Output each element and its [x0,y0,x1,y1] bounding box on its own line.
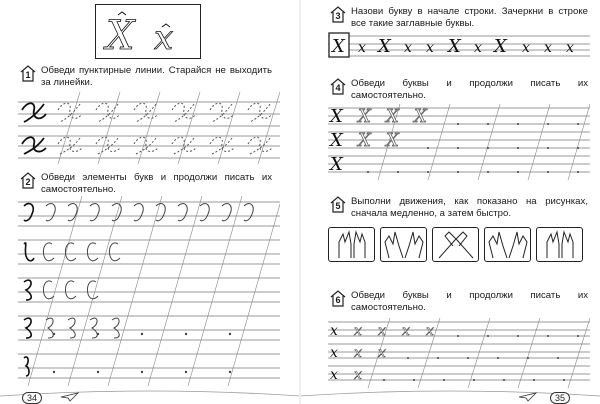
letter-row-item[interactable]: х [404,40,412,56]
traced-letter: х [354,323,362,339]
letter-row-item[interactable]: Х [448,36,461,57]
task-1-writing-area [18,92,280,164]
task-instruction: Выполни движения, как показано на рисунках, сначала медленно, а затем быстро. [351,196,588,219]
title-lower-letter: х [154,18,174,58]
traced-letter: Х [414,106,427,127]
house-icon [330,196,346,213]
fingers-crossed-icon [328,227,375,262]
page-number-text: 34 [22,392,42,404]
right-page [300,0,600,404]
traced-letter: Х [358,130,371,151]
letter-row-item[interactable]: х [522,40,530,56]
sample-upper-letter: Х [330,106,343,127]
task-2 [20,172,272,195]
task-3-letter-row [328,32,590,60]
paper-plane-icon [60,392,80,402]
palms-open-icon [536,227,583,262]
crossed-hands-icon [432,227,479,262]
task-instruction: Обведи элементы букв и продолжи писать их самостоятельно. [41,172,272,195]
traced-letter: Х [358,106,371,127]
letter-row-item[interactable]: х [544,40,552,56]
page-number-text: 35 [550,392,570,404]
task-5 [330,196,588,219]
page-number-left [22,392,42,404]
sample-lower-letter: х [330,345,338,361]
traced-letter: Х [386,130,399,151]
task-number: 2 [25,177,31,187]
first-letter: Х [332,36,345,57]
task-number: 1 [25,70,31,80]
house-icon [20,65,36,82]
paper-plane-icon [518,392,538,402]
task-number: 3 [335,11,341,21]
task-number: 4 [335,83,341,93]
traced-letter: х [378,345,386,361]
task-3 [330,6,588,29]
page-footer-arc [0,384,300,404]
task-number: 5 [335,201,341,211]
letter-row-item[interactable]: Х [494,36,507,57]
sample-upper-letter: Х [330,154,343,175]
letter-row-item[interactable]: х [358,40,366,56]
letter-row-item[interactable]: Х [378,36,391,57]
traced-letter: х [378,323,386,339]
task-4 [330,78,588,101]
task-instruction: Обведи пунктирные линии. Старайся не выходить за линейки. [41,65,272,88]
letter-row-item[interactable]: х [566,40,574,56]
palms-open-icon [380,227,427,262]
house-icon [20,172,36,189]
task-instruction: Обведи буквы и продолжи писать их самостоятельно. [351,290,588,313]
book-spine [299,0,301,404]
sample-upper-letter: Х [330,130,343,151]
traced-letter: х [402,323,410,339]
task-instruction: Назови букву в начале строки. Зачеркни в строке все такие заглавные буквы. [351,6,588,29]
sample-lower-letter: х [330,323,338,339]
house-icon [330,290,346,307]
letter-row-item[interactable]: х [426,40,434,56]
sample-lower-letter: х [330,367,338,383]
title-upper-letter: Х [106,13,135,59]
task-2-writing-area [18,196,280,386]
fingers-crossed-icon [484,227,531,262]
task-6 [330,290,588,313]
task-instruction: Обведи буквы и продолжи писать их самостоятельно. [351,78,588,101]
letter-row-item[interactable]: х [474,40,482,56]
task-1 [20,65,272,88]
traced-letter: Х [386,106,399,127]
task-4-writing-area [328,104,590,180]
traced-letter: х [426,323,434,339]
traced-letter: х [354,345,362,361]
house-icon [330,78,346,95]
house-icon [330,6,346,23]
page-number-right [550,392,570,404]
title-letters-svg [96,5,202,60]
title-letter-box [95,4,201,59]
task-number: 6 [335,295,341,305]
traced-letter: х [354,367,362,383]
task-6-writing-area [328,318,590,388]
